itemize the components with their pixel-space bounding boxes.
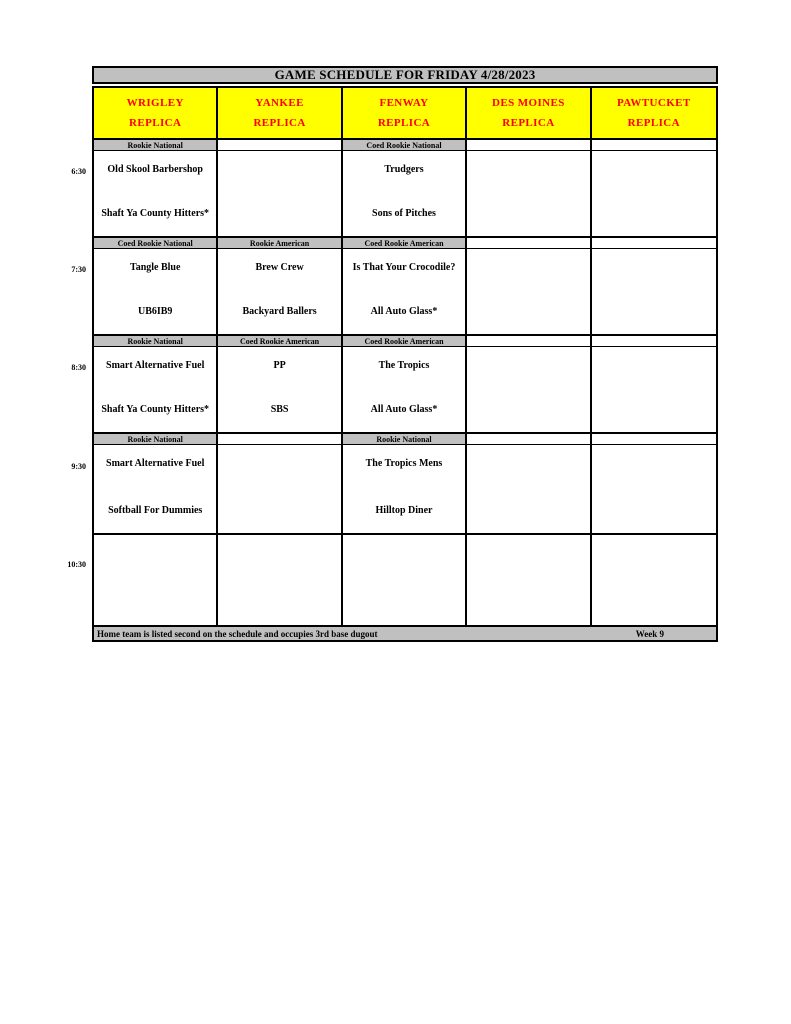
- game-cell: [343, 535, 467, 625]
- league-band-row: [94, 138, 716, 151]
- game-cell: [592, 445, 716, 533]
- game-cell: [467, 347, 591, 432]
- league-band-cell: Rookie National: [94, 140, 218, 150]
- field-name: PAWTUCKET: [616, 96, 691, 109]
- league-band-cell: Rookie National: [343, 434, 467, 444]
- league-band-cell: [218, 140, 342, 150]
- league-band-cell: [467, 238, 591, 248]
- home-team: All Auto Glass*: [370, 404, 438, 415]
- home-team: Shaft Ya County Hitters*: [101, 404, 210, 415]
- home-team: Softball For Dummies: [108, 505, 203, 516]
- time-label-slot-1: 6:30: [71, 167, 86, 176]
- game-cell: [343, 347, 467, 432]
- league-band-cell: Rookie National: [94, 336, 218, 346]
- visitor-team: The Tropics Mens: [365, 458, 443, 469]
- league-band-cell: [592, 434, 716, 444]
- visitor-team: Smart Alternative Fuel: [106, 360, 205, 371]
- field-name: FENWAY: [379, 96, 429, 109]
- league-band-cell: [467, 336, 591, 346]
- home-team: All Auto Glass*: [370, 306, 438, 317]
- time-label-slot-4: 9:30: [71, 462, 86, 471]
- league-band-row: [94, 432, 716, 445]
- game-cell: [343, 249, 467, 334]
- visitor-team: Smart Alternative Fuel: [106, 458, 205, 469]
- field-subname: REPLICA: [627, 117, 680, 130]
- home-team: Hilltop Diner: [375, 505, 433, 516]
- league-band-cell: Coed Rookie National: [94, 238, 218, 248]
- visitor-team: Brew Crew: [255, 262, 304, 273]
- game-cell: [218, 535, 342, 625]
- league-band-row: [94, 334, 716, 347]
- game-cell: [467, 151, 591, 236]
- game-cell: [218, 249, 342, 334]
- home-team: Backyard Ballers: [242, 306, 317, 317]
- game-cell: [94, 151, 218, 236]
- game-cell: [592, 535, 716, 625]
- game-cell: [592, 249, 716, 334]
- visitor-team: Trudgers: [384, 164, 424, 175]
- game-row: [94, 249, 716, 334]
- home-team: UB6IB9: [137, 306, 173, 317]
- field-header-row: [94, 88, 716, 138]
- home-team: SBS: [270, 404, 289, 415]
- schedule-table: [92, 66, 718, 642]
- game-cell: [218, 151, 342, 236]
- time-label-slot-2: 7:30: [71, 265, 86, 274]
- game-cell: [467, 535, 591, 625]
- game-cell: [592, 151, 716, 236]
- game-cell: [343, 445, 467, 533]
- home-team: Shaft Ya County Hitters*: [101, 208, 210, 219]
- week-number: Week 9: [635, 628, 664, 639]
- home-team: Sons of Pitches: [372, 208, 436, 219]
- league-band-cell: Coed Rookie American: [218, 336, 342, 346]
- game-cell: [218, 347, 342, 432]
- game-cell: [343, 151, 467, 236]
- game-cell: [592, 347, 716, 432]
- field-name: YANKEE: [255, 96, 304, 109]
- visitor-team: Is That Your Crocodile?: [352, 262, 456, 273]
- league-band-cell: Coed Rookie American: [343, 238, 467, 248]
- field-header-yankee: [218, 88, 342, 138]
- game-cell: [218, 445, 342, 533]
- home-team-note: Home team is listed second on the schedule and occupies 3rd base dugout: [97, 628, 378, 639]
- league-band-cell: [467, 140, 591, 150]
- game-row: [94, 445, 716, 533]
- league-band-cell: Coed Rookie American: [343, 336, 467, 346]
- field-header-pawtucket: [592, 88, 716, 138]
- field-header-wrigley: [94, 88, 218, 138]
- field-name: WRIGLEY: [126, 96, 184, 109]
- game-cell: [94, 347, 218, 432]
- time-label-slot-5: 10:30: [67, 560, 86, 569]
- visitor-team: Tangle Blue: [129, 262, 181, 273]
- game-row: [94, 347, 716, 432]
- league-band-cell: Rookie National: [94, 434, 218, 444]
- game-cell: [94, 445, 218, 533]
- game-cell: [94, 535, 218, 625]
- schedule-grid: [92, 86, 718, 642]
- visitor-team: PP: [273, 360, 286, 371]
- game-row: [94, 533, 716, 625]
- field-subname: REPLICA: [502, 117, 555, 130]
- league-band-cell: [592, 140, 716, 150]
- field-header-fenway: [343, 88, 467, 138]
- game-cell: [94, 249, 218, 334]
- field-subname: REPLICA: [253, 117, 306, 130]
- game-cell: [467, 249, 591, 334]
- game-cell: [467, 445, 591, 533]
- footer-bar: [94, 625, 716, 640]
- game-row: [94, 151, 716, 236]
- league-band-row: [94, 236, 716, 249]
- visitor-team: The Tropics: [378, 360, 430, 371]
- field-name: DES MOINES: [492, 96, 565, 109]
- field-subname: REPLICA: [377, 117, 431, 130]
- field-header-des-moines: [467, 88, 591, 138]
- field-subname: REPLICA: [129, 117, 182, 130]
- time-label-slot-3: 8:30: [71, 363, 86, 372]
- league-band-cell: [218, 434, 342, 444]
- page-title: GAME SCHEDULE FOR FRIDAY 4/28/2023: [92, 66, 718, 84]
- league-band-cell: [592, 238, 716, 248]
- league-band-cell: [467, 434, 591, 444]
- league-band-cell: Rookie American: [218, 238, 342, 248]
- league-band-cell: Coed Rookie National: [343, 140, 467, 150]
- visitor-team: Old Skool Barbershop: [107, 164, 203, 175]
- league-band-cell: [592, 336, 716, 346]
